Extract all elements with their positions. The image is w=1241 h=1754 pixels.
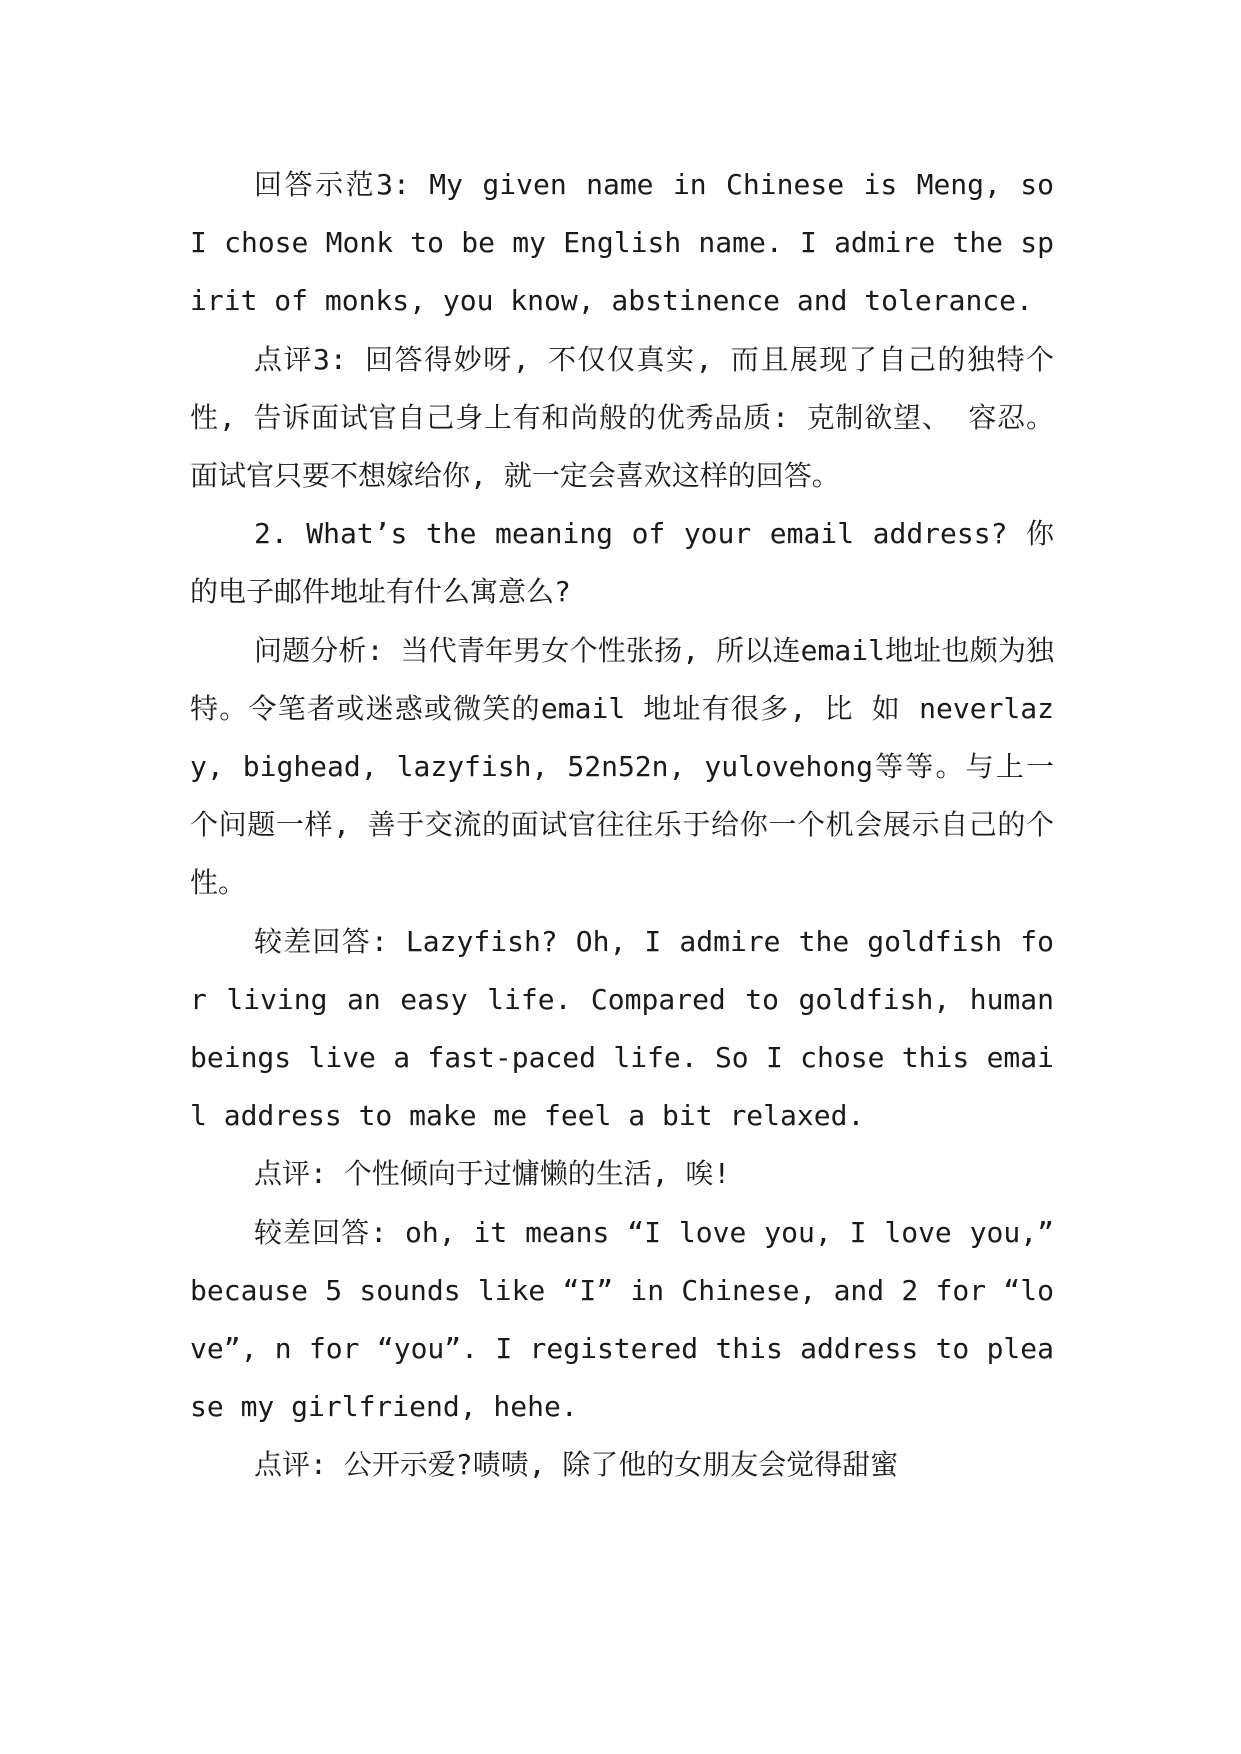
document-body: [190, 156, 1054, 1495]
paragraph-question-analysis: 问题分析: 当代青年男女个性张扬, 所以连email地址也颇为独特。令笔者或迷惑或微笑的email 地址有很多, 比 如 neverlazy, bighead, lazyfish, 52n52n, yulovehong等等。与上一个问题一样, 善于交流的面试官往往乐于给你一个机会展示自己的个性。: [190, 633, 1054, 900]
paragraph-comment-3: 点评3: 回答得妙呀, 不仅仅真实, 而且展现了自己的独特个性, 告诉面试官自己身上有和尚般的优秀品质: 克制欲望、 容忍。面试官只要不想嫁给你, 就一定会喜欢这样的回答。: [190, 342, 1054, 493]
paragraph-poor-answer-2: 较差回答: oh, it means “I love you, I love you,” because 5 sounds like “I” in Chinese, and 2 for “love”, n for “you”. I registered this address to please my girlfriend, hehe.: [190, 1215, 1054, 1424]
paragraph-poor-answer-1: 较差回答: Lazyfish? Oh, I admire the goldfish for living an easy life. Compared to goldfish, human beings live a fast-paced life. So I chose this email address to make me feel a bit relaxed.: [190, 924, 1054, 1133]
paragraph-comment-poor-1: 点评: 个性倾向于过慵懒的生活, 唉!: [254, 1157, 731, 1191]
paragraph-question-2: 2. What’s the meaning of your email address? 你的电子邮件地址有什么寓意么?: [190, 517, 1054, 609]
paragraph-comment-poor-2: 点评: 公开示爱?啧啧, 除了他的女朋友会觉得甜蜜: [254, 1448, 899, 1482]
paragraph-answer-example-3: 回答示范3: My given name in Chinese is Meng, so I chose Monk to be my English name. I admire the spirit of monks, you know, abstinence and tolerance.: [190, 168, 1054, 318]
